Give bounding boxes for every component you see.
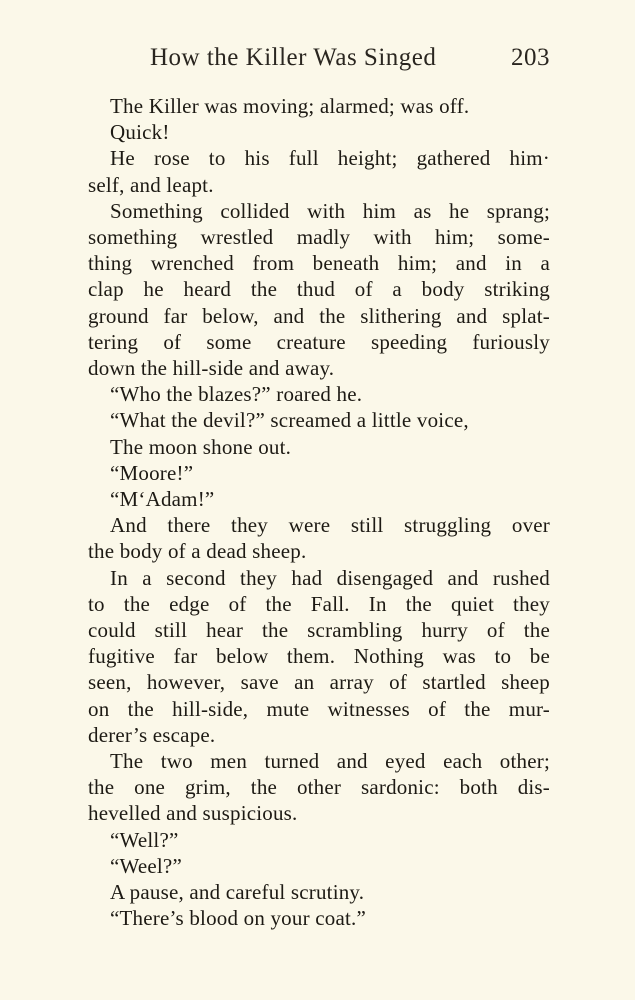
text-line: Something collided with him as he sprang; (110, 198, 550, 223)
text-line: the one grim, the other sardonic: both dis- (88, 775, 550, 800)
text-line: “M‘Adam!” (110, 487, 215, 512)
body-text (88, 93, 550, 932)
text-line: ground far below, and the slithering and splat- (88, 303, 550, 328)
text-line: “Who the blazes?” roared he. (110, 382, 363, 407)
text-line: something wrestled madly with him; some- (88, 225, 550, 250)
text-line: tering of some creature speeding furiously (88, 329, 550, 354)
text-line: And there they were still struggling over (110, 513, 550, 538)
text-line: could still hear the scrambling hurry of the (88, 618, 550, 643)
text-line: Quick! (110, 120, 170, 145)
text-line: “There’s blood on your coat.” (110, 906, 366, 931)
text-line: the body of a dead sheep. (88, 539, 307, 564)
text-line: thing wrenched from beneath him; and in a (88, 251, 550, 276)
page-number: 203 (511, 44, 550, 71)
text-line: fugitive far below them. Nothing was to be (88, 644, 550, 669)
text-line: seen, however, save an array of startled sheep (88, 670, 550, 695)
text-line: In a second they had disengaged and rushed (110, 565, 550, 590)
text-line: to the edge of the Fall. In the quiet they (88, 591, 550, 616)
text-line: The two men turned and eyed each other; (110, 749, 550, 774)
text-line: self, and leapt. (88, 172, 214, 197)
text-line: down the hill-side and away. (88, 356, 335, 381)
text-line: The Killer was moving; alarmed; was off. (110, 94, 470, 118)
text-line: “What the devil?” screamed a little voice, (110, 408, 469, 433)
running-title: How the Killer Was Singed (150, 44, 437, 71)
text-line: clap he heard the thud of a body striking (88, 277, 550, 302)
text-line: hevelled and suspicious. (88, 801, 298, 826)
running-header (150, 44, 550, 72)
text-line: “Weel?” (110, 853, 182, 878)
text-line: He rose to his full height; gathered him· (110, 146, 550, 171)
text-line: derer’s escape. (88, 722, 216, 747)
text-line: on the hill-side, mute witnesses of the mur- (88, 696, 550, 721)
text-line: A pause, and careful scrutiny. (110, 880, 365, 905)
text-line: The moon shone out. (110, 434, 292, 459)
text-line: “Moore!” (110, 460, 194, 485)
text-line: “Well?” (110, 827, 179, 852)
